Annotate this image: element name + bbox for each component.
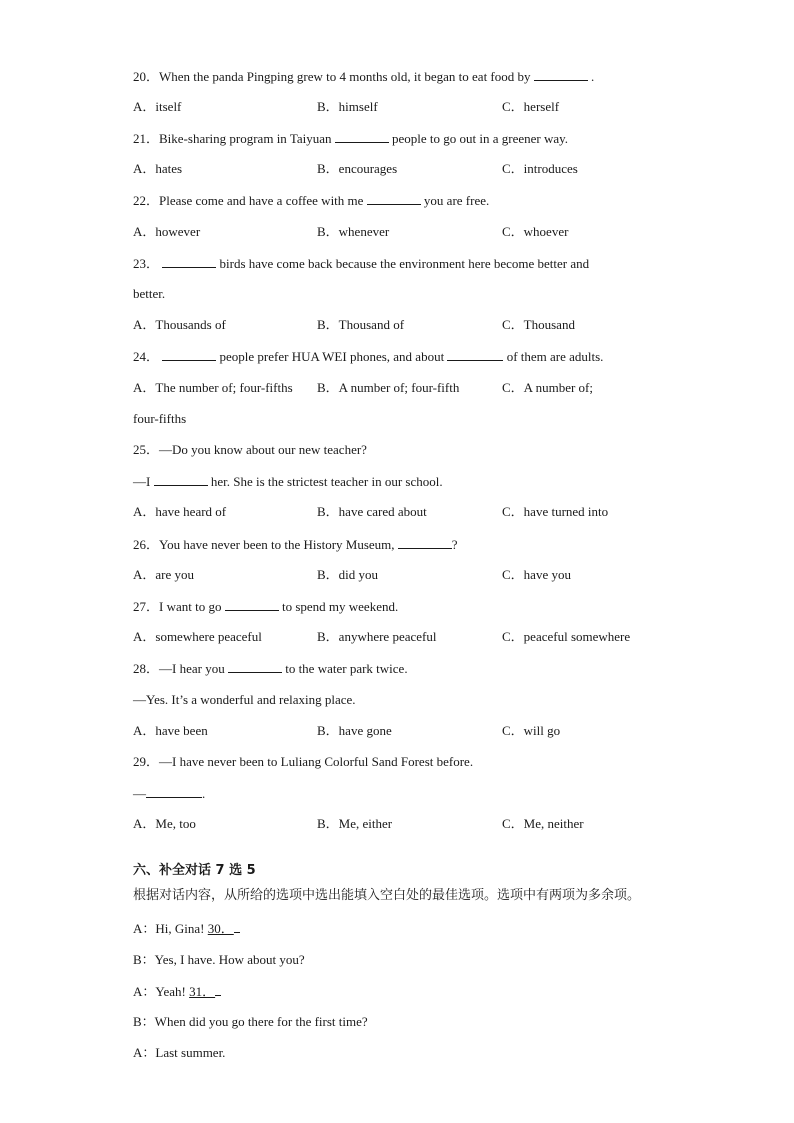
question-24-stem: 24． people prefer HUA WEI phones, and about of them are adults. <box>133 349 604 364</box>
option-c[interactable]: C．Me, neither <box>502 816 584 831</box>
option-c[interactable]: C．will go <box>502 723 561 738</box>
option-c[interactable]: C．Thousand <box>502 317 575 332</box>
answer-blank[interactable] <box>367 192 421 205</box>
option-a[interactable]: A．Me, too <box>133 816 196 831</box>
option-c[interactable]: C．have turned into <box>502 504 609 519</box>
option-b[interactable]: B．Thousand of <box>317 317 405 332</box>
question-24-options <box>133 380 693 396</box>
option-a[interactable]: A．somewhere peaceful <box>133 629 262 644</box>
answer-blank[interactable] <box>225 598 279 611</box>
blank-tail <box>234 920 240 933</box>
question-25-stem: 25．—Do you know about our new teacher? <box>133 442 367 457</box>
answer-blank[interactable] <box>335 130 389 143</box>
option-b[interactable]: B．A number of; four-fifth <box>317 380 460 395</box>
question-21-stem: 21．Bike-sharing program in Taiyuan people to go out in a greener way. <box>133 131 569 146</box>
question-24-option-c-continued: four-fifths <box>133 411 187 426</box>
dialogue-line-2: B：Yes, I have. How about you? <box>133 952 305 967</box>
dialogue-line-3: A：Yeah! 31． <box>133 983 221 999</box>
section-instruction: 根据对话内容，从所给的选项中选出能填入空白处的最佳选项。选项中有两项为多余项。 <box>133 888 641 903</box>
option-b[interactable]: B．anywhere peaceful <box>317 629 437 644</box>
option-b[interactable]: B．have cared about <box>317 504 427 519</box>
question-28-options <box>133 723 693 739</box>
question-23-stem: 23． birds have come back because the environment here become better and <box>133 256 590 271</box>
question-22-options <box>133 224 693 240</box>
question-22-stem: 22．Please come and have a coffee with me you are free. <box>133 193 490 208</box>
answer-blank[interactable] <box>534 68 588 81</box>
dialogue-line-5: A：Last summer. <box>133 1045 226 1060</box>
answer-blank[interactable] <box>154 473 208 486</box>
option-a[interactable]: A．itself <box>133 99 182 114</box>
option-b[interactable]: B．Me, either <box>317 816 393 831</box>
answer-blank[interactable] <box>162 255 216 268</box>
question-29-stem: 29．—I have never been to Luliang Colorful Sand Forest before. <box>133 754 474 769</box>
option-c[interactable]: C．whoever <box>502 224 569 239</box>
answer-blank[interactable] <box>162 348 216 361</box>
question-28-stem: 28．—I hear you to the water park twice. <box>133 661 408 676</box>
dialogue-line-1: A：Hi, Gina! 30． <box>133 920 240 936</box>
option-c[interactable]: C．introduces <box>502 161 578 176</box>
question-23-options <box>133 317 693 333</box>
option-b[interactable]: B．have gone <box>317 723 392 738</box>
question-28-reply: —Yes. It’s a wonderful and relaxing place. <box>133 692 356 707</box>
question-26-options <box>133 567 693 583</box>
question-20-options <box>133 99 693 115</box>
question-29-reply: — . <box>133 786 206 801</box>
answer-blank[interactable] <box>447 348 503 361</box>
question-25-options <box>133 504 693 520</box>
answer-blank[interactable]: 31． <box>189 984 216 999</box>
dialogue-line-4: B：When did you go there for the first time? <box>133 1014 368 1029</box>
question-26-stem: 26．You have never been to the History Museum, ? <box>133 537 458 552</box>
option-b[interactable]: B．whenever <box>317 224 390 239</box>
question-25-reply: —I her. She is the strictest teacher in our school. <box>133 474 443 489</box>
option-b[interactable]: B．did you <box>317 567 379 582</box>
blank-tail <box>215 983 221 996</box>
section-title: 六、补全对话 7 选 5 <box>133 863 256 878</box>
option-a[interactable]: A．have been <box>133 723 208 738</box>
option-a[interactable]: A．however <box>133 224 201 239</box>
question-29-options <box>133 816 693 832</box>
option-c[interactable]: C．peaceful somewhere <box>502 629 631 644</box>
answer-blank[interactable]: 30． <box>207 921 234 936</box>
option-a[interactable]: A．have heard of <box>133 504 227 519</box>
option-a[interactable]: A．are you <box>133 567 195 582</box>
answer-blank[interactable] <box>398 536 452 549</box>
question-27-stem: 27．I want to go to spend my weekend. <box>133 599 399 614</box>
option-a[interactable]: A．hates <box>133 161 183 176</box>
option-a[interactable]: A．The number of; four-fifths <box>133 380 293 395</box>
option-c[interactable]: C．have you <box>502 567 571 582</box>
question-20-stem: 20．When the panda Pingping grew to 4 months old, it began to eat food by . <box>133 69 595 84</box>
option-a[interactable]: A．Thousands of <box>133 317 226 332</box>
answer-blank[interactable] <box>146 785 202 798</box>
question-21-options <box>133 161 693 177</box>
answer-blank[interactable] <box>228 660 282 673</box>
question-27-options <box>133 629 693 645</box>
option-b[interactable]: B．himself <box>317 99 378 114</box>
question-23-stem-continued: better. <box>133 286 166 301</box>
option-c[interactable]: C．A number of; <box>502 380 593 395</box>
option-c[interactable]: C．herself <box>502 99 560 114</box>
option-b[interactable]: B．encourages <box>317 161 398 176</box>
